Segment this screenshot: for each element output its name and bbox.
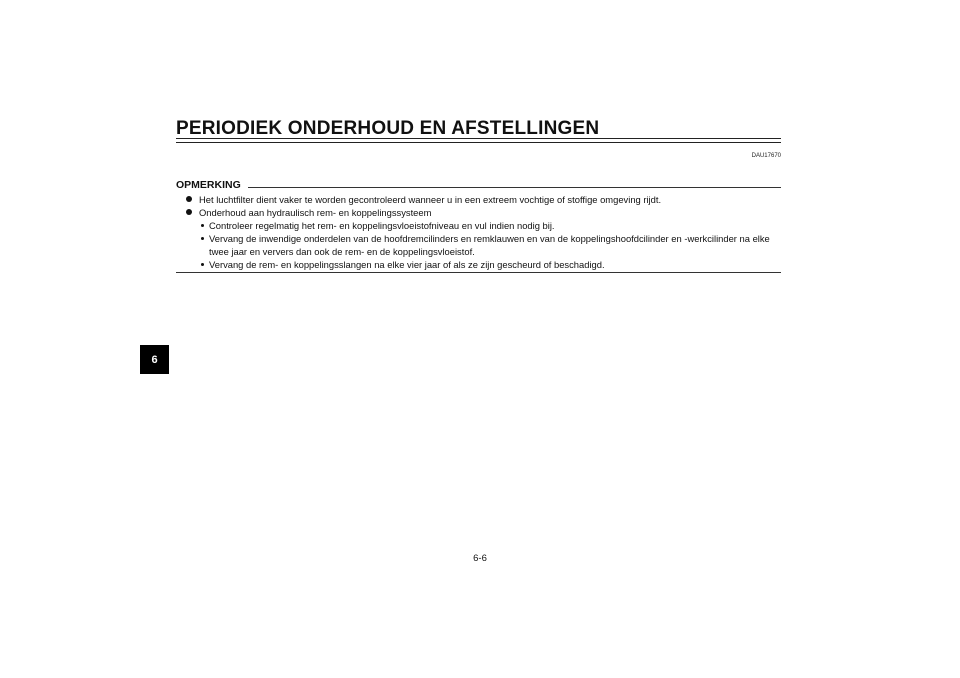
list-item — [186, 193, 786, 206]
note-heading: OPMERKING — [176, 179, 241, 191]
page-number: 6-6 — [473, 553, 487, 564]
sub-bullet-icon — [201, 237, 204, 240]
bullet-icon — [186, 209, 192, 215]
sub-list-item-text: Vervang de inwendige onderdelen van de hoofdremcilinders en remklauwen en van de koppelingshoofdcilinder en -werkcilinder na elke twee jaar en ververs dan ook de rem- en de koppelingsvloeistof. — [209, 233, 770, 258]
sub-list-item — [199, 258, 786, 271]
sub-list — [199, 219, 786, 271]
sub-bullet-icon — [201, 224, 204, 227]
sub-list-item-text: Controleer regelmatig het rem- en koppelingsvloeistofniveau en vul indien nodig bij. — [209, 220, 555, 232]
list-item-text: Het luchtfilter dient vaker te worden gecontroleerd wanneer u in een extreem vochtige of stoffige omgeving rijdt. — [199, 194, 662, 205]
header-rule — [176, 138, 781, 143]
sub-list-item-text: Vervang de rem- en koppelingsslangen na elke vier jaar of als ze zijn gescheurd of beschadigd. — [209, 259, 605, 271]
sub-bullet-icon — [201, 263, 204, 266]
page-title: PERIODIEK ONDERHOUD EN AFSTELLINGEN — [176, 118, 600, 139]
bullet-icon — [186, 196, 192, 202]
document-code: DAU17670 — [751, 153, 781, 159]
list-item — [186, 206, 786, 271]
chapter-tab: 6 — [140, 345, 169, 374]
note-bottom-rule — [176, 272, 781, 273]
list-item-text: Onderhoud aan hydraulisch rem- en koppelingssysteem — [199, 207, 432, 219]
sub-list-item — [199, 219, 786, 232]
sub-list-item — [199, 232, 786, 258]
note-heading-rule — [248, 187, 781, 188]
note-list — [186, 193, 786, 272]
